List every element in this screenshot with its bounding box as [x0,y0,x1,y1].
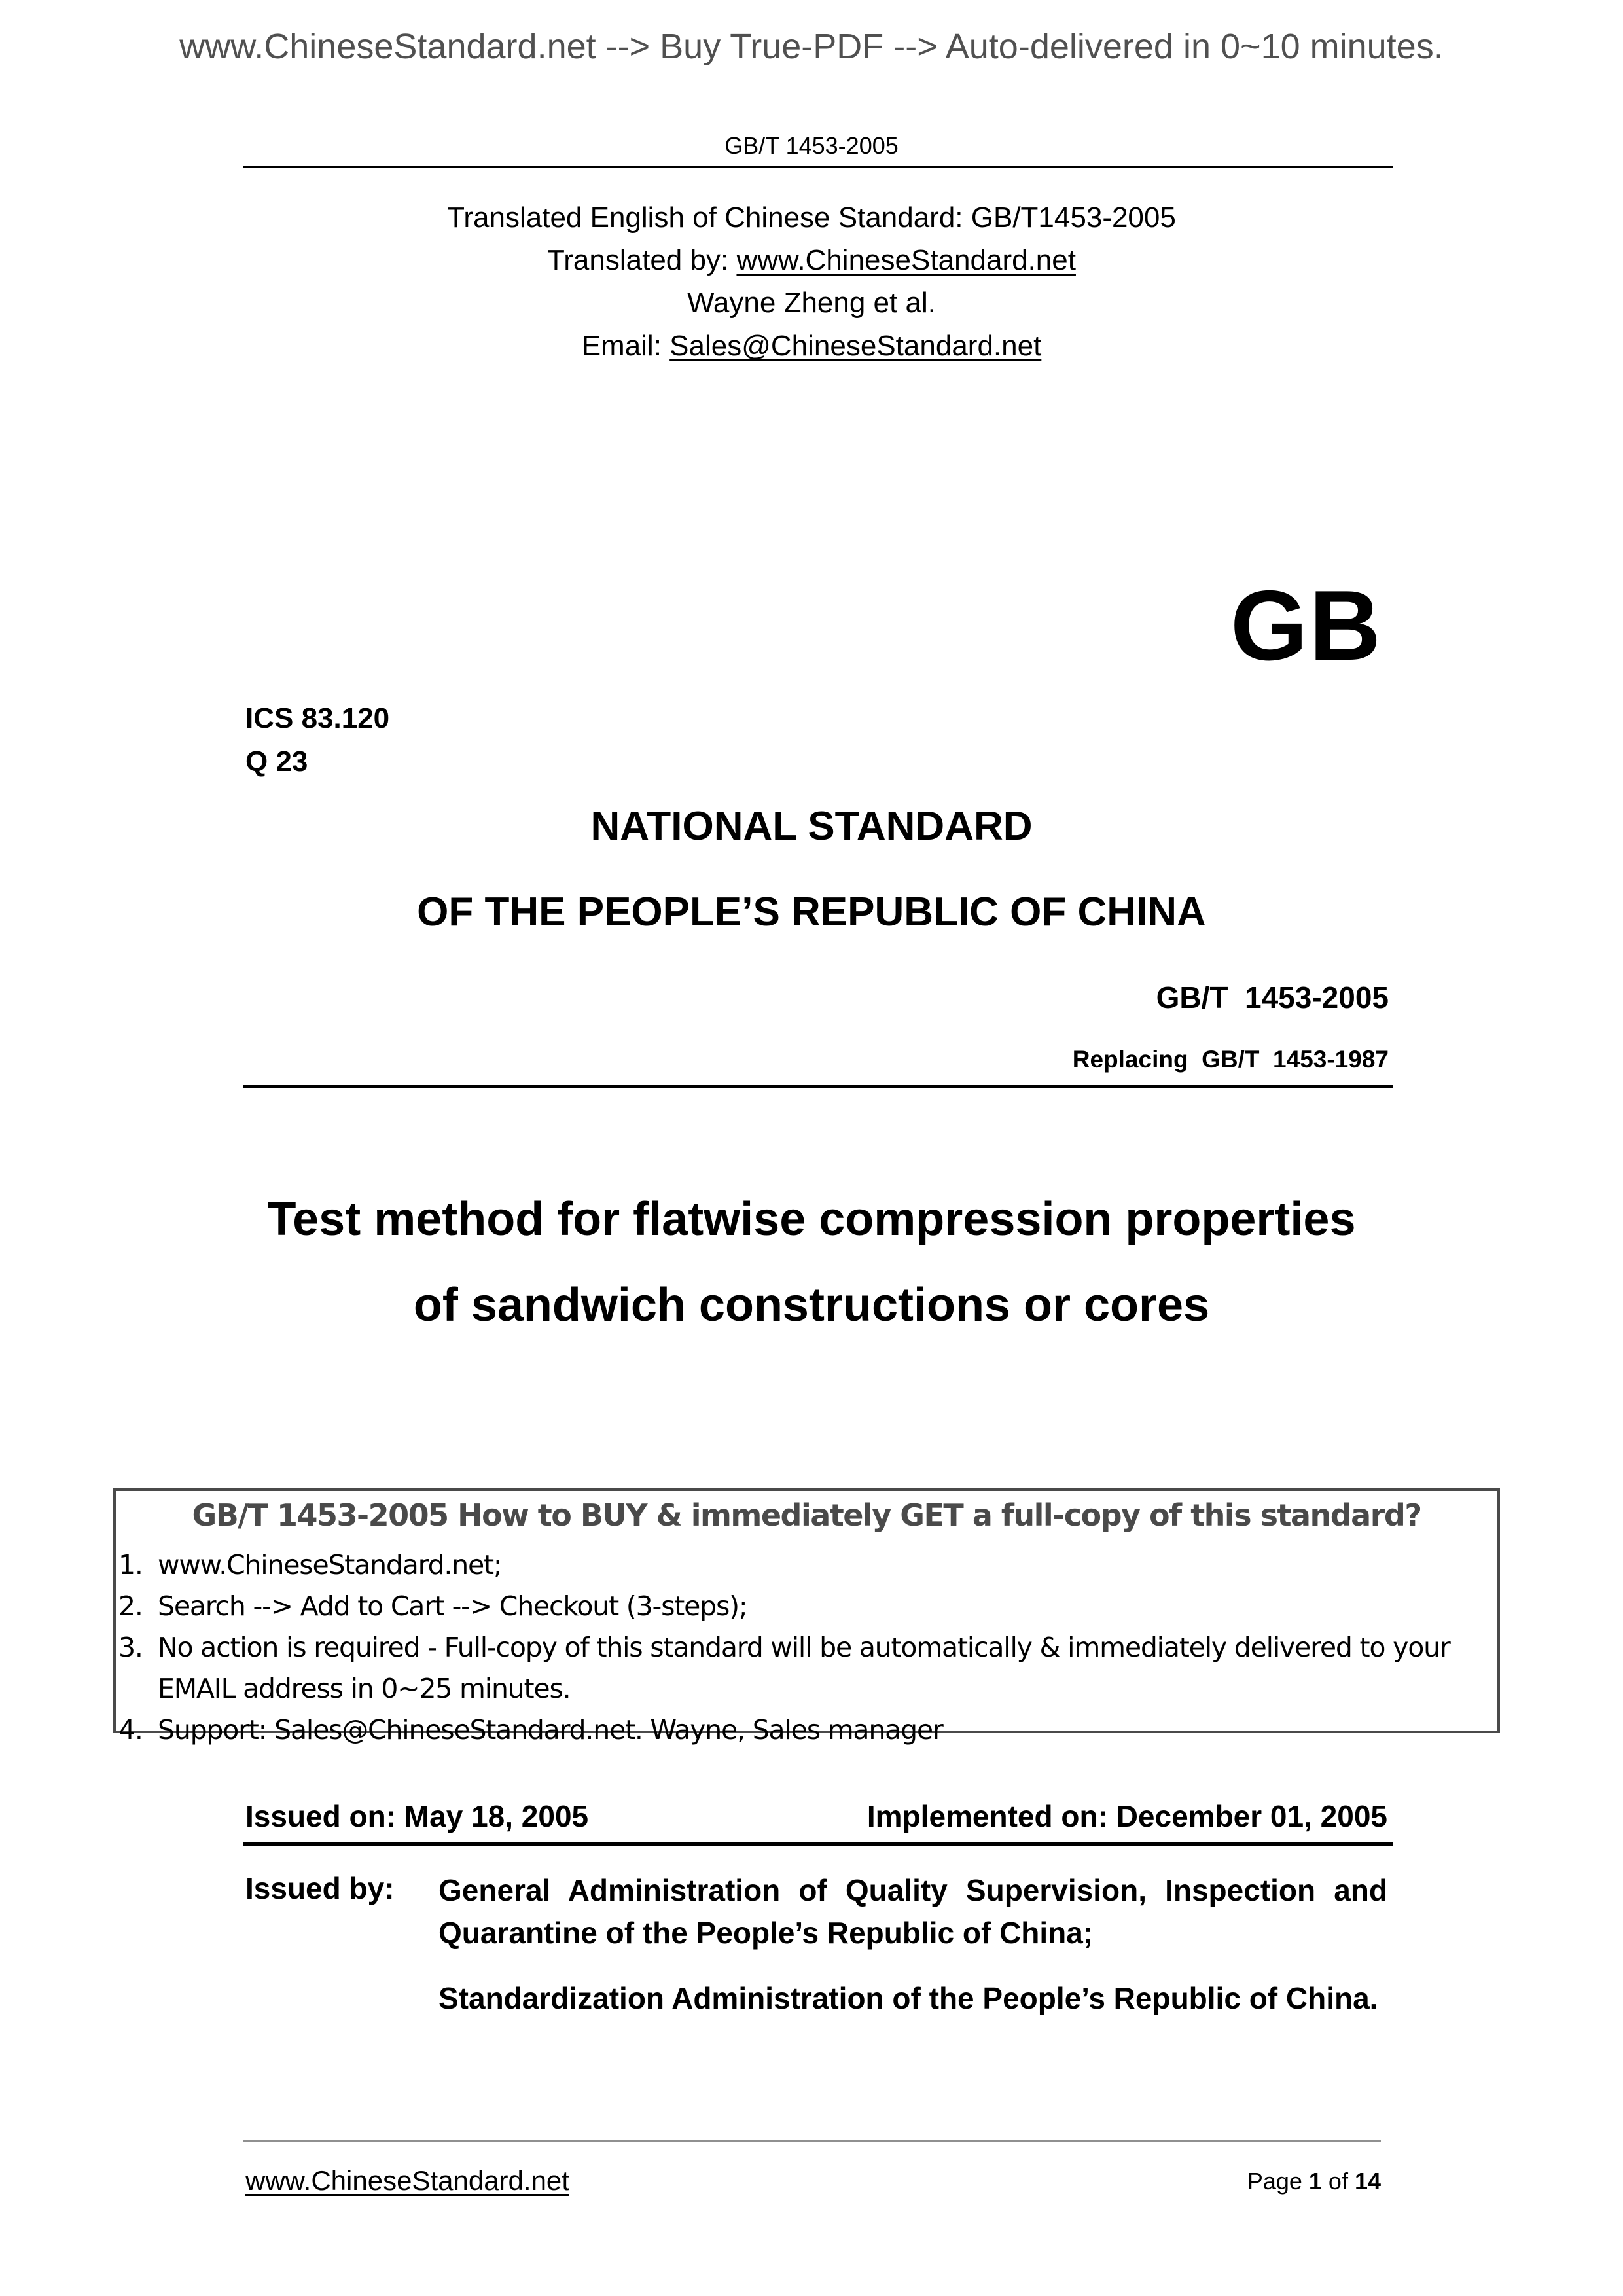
issuing-org-aqsiq: General Administration of Quality Supervision, Inspection and Quarantine of the People’s Republic of China; [438,1873,1387,1950]
cover-rule [243,1085,1393,1088]
header-doc-code: GB/T 1453-2005 [724,132,899,159]
page-number [1247,2168,1381,2195]
buy-step [118,1710,1484,1751]
buy-instructions-box [113,1488,1500,1746]
ics-code: ICS 83.120 [245,702,390,734]
translation-line: Translated English of Chinese Standard: GB/T1453-2005 [447,202,1176,234]
step-number: 2. [118,1590,143,1622]
top-banner: www.ChineseStandard.net --> Buy True-PDF --> Auto-delivered in 0~10 minutes. [179,27,1444,66]
gb-logo-mark: GB [1230,570,1382,681]
prc-heading: OF THE PEOPLE’S REPUBLIC OF CHINA [417,889,1206,935]
email-line [0,330,1623,363]
header-rule [243,166,1393,168]
national-standard-heading: NATIONAL STANDARD [590,804,1033,849]
issuing-org-sac: Standardization Administration of the People’s Republic of China. [438,1981,1378,2015]
standard-number: GB/T 1453-2005 [1156,980,1389,1014]
step-number: 4. [118,1714,143,1746]
translators: Wayne Zheng et al. [687,287,936,319]
translator-site-link[interactable]: www.ChineseStandard.net [736,244,1076,276]
step-text: Support: Sales@ChineseStandard.net. Wayne, Sales manager [158,1714,943,1746]
email-link[interactable]: Sales@ChineseStandard.net [669,330,1042,362]
translated-by [0,244,1623,277]
page-prefix: Page [1247,2168,1309,2195]
translated-by-label: Translated by: [547,244,737,276]
buy-step [118,1627,1484,1710]
step-text: Search --> Add to Cart --> Checkout (3-steps); [158,1590,747,1622]
document-title-line1: Test method for flatwise compression properties [267,1193,1356,1246]
buy-steps-list [118,1545,1484,1751]
dates-rule [243,1842,1393,1846]
footer-site-link[interactable]: www.ChineseStandard.net [245,2165,569,2196]
buy-box-title: GB/T 1453-2005 How to BUY & immediately GET a full-copy of this standard? [192,1498,1421,1533]
step-number: 1. [118,1549,143,1581]
page-total: 14 [1354,2168,1381,2195]
ccs-code: Q 23 [245,745,308,778]
email-label: Email: [581,330,670,362]
page-of: of [1321,2168,1355,2195]
implemented-on-date: Implemented on: December 01, 2005 [866,1799,1387,1833]
issued-on-date: Issued on: May 18, 2005 [245,1799,589,1833]
document-title-line2: of sandwich constructions or cores [413,1279,1210,1331]
step-text[interactable]: www.ChineseStandard.net; [158,1549,502,1581]
issuing-organizations [438,1869,1387,2043]
buy-step [118,1545,1484,1586]
dates-row [245,1799,1387,1834]
replacing-standard: Replacing GB/T 1453-1987 [1072,1046,1389,1073]
issued-by-label: Issued by: [245,1871,395,1905]
footer-rule [243,2140,1381,2142]
step-text: No action is required - Full-copy of this standard will be automatically & immediately delivered to your EMAIL address in 0~25 minutes. [158,1632,1450,1704]
page-current: 1 [1308,2168,1322,2195]
step-number: 3. [118,1632,143,1663]
buy-step [118,1586,1484,1627]
